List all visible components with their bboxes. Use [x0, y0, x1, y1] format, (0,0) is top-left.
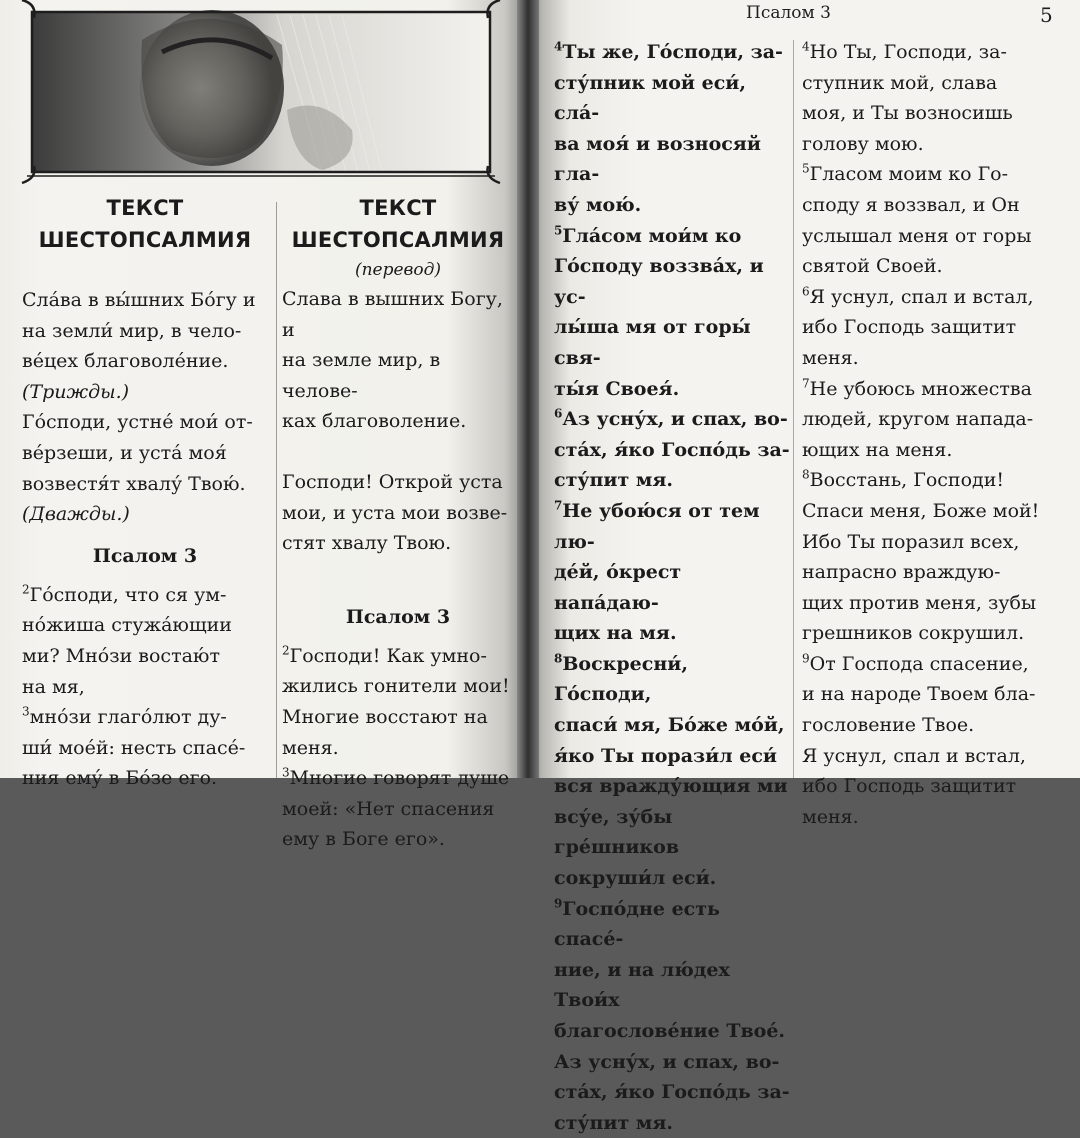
- verse-line: ши́ моéй: несть спасе́-: [22, 736, 246, 759]
- verse-line: $^2$Го́споди, что ся ум-: [22, 582, 227, 606]
- verse-number: 5: [802, 162, 810, 177]
- verse-number: 5: [554, 223, 563, 238]
- verse-line: моя, и Ты возносишь: [802, 102, 1013, 125]
- gloria-line: на земли́ мир, в чело-: [22, 319, 242, 342]
- verse-line: $^9$Госпо́дне есть спасе́-: [554, 896, 720, 951]
- verse-line: $^2$Господи! Как умно-: [282, 643, 487, 667]
- verse-line: голову мою.: [802, 132, 924, 155]
- verse-line: меня.: [282, 736, 339, 759]
- running-head: Псалом 3: [746, 3, 831, 23]
- gloria-line: Сла́ва в вы́шних Бо́гу и: [22, 289, 256, 311]
- book-spine-gutter: [517, 0, 539, 778]
- right-page: [526, 0, 1080, 1134]
- psalm-title: Псалом 3: [92, 544, 198, 567]
- lord-open-lips-line: Го́споди, устне́ мои́ от-: [22, 411, 253, 434]
- verse-line: $^6$Я уснул, спал и встал,: [802, 284, 1034, 308]
- verse-number: 8: [554, 651, 563, 666]
- gloria-line: Слава в вышних Богу, и: [282, 288, 503, 341]
- verse-line: и на народе Твоем бла-: [802, 683, 1036, 706]
- refrain-line: ста́х, я́ко Госпо́дь за-: [554, 1081, 790, 1104]
- verse-line: $^3$Многие говорят душе: [282, 765, 510, 790]
- verse-line: ющих на меня.: [802, 438, 953, 461]
- verse-line: ми? Мно́зи востаю́т: [22, 644, 220, 667]
- verse-line: благослове́ние Твое́.: [554, 1020, 786, 1042]
- verse-line: $^8$Воскресни́, Го́споди,: [554, 651, 688, 706]
- refrain-line: Аз усну́х, и спах, во-: [554, 1050, 780, 1073]
- verse-line: ста́х, я́ко Госпо́дь за-: [554, 438, 790, 461]
- verse-number: 2: [22, 582, 30, 597]
- refrain-line: Я уснул, спал и встал,: [802, 744, 1026, 767]
- verse-line: жились гонители мои!: [282, 675, 510, 698]
- verse-number: 9: [802, 651, 810, 666]
- verse-number: 3: [22, 704, 30, 719]
- translation-column: [282, 192, 514, 855]
- refrain-line: меня.: [802, 805, 859, 828]
- lord-open-lips-line: ве́рзеши, и уста́ моя́: [22, 441, 227, 464]
- verse-line: сту́пник мой еси́, сла́-: [554, 71, 746, 125]
- verse-line: услышал меня от горы: [802, 224, 1032, 247]
- verse-line: Многие восстают на: [282, 705, 488, 728]
- column-divider: [276, 202, 277, 778]
- verse-line: Ибо Ты поразил всех,: [802, 530, 1020, 553]
- verse-number: 9: [554, 896, 563, 911]
- verse-line: ние, и на лю́дех Твои́х: [554, 958, 730, 1012]
- heading-text-line1: ТЕКСТ: [106, 196, 184, 220]
- verse-number: 3: [282, 765, 290, 780]
- verse-line: $^4$Ты же, Го́споди, за-: [554, 39, 783, 63]
- column-divider: [793, 40, 794, 778]
- verse-line: $^9$От Господа спасение,: [802, 651, 1029, 675]
- verse-number: 7: [554, 498, 563, 513]
- lord-open-lips-line: стят хвалу Твою.: [282, 532, 452, 555]
- verse-line: $^5$Гласом моим ко Го-: [802, 162, 1009, 186]
- heading-text-line2: ШЕСТОПСАЛМИЯ: [38, 228, 252, 252]
- left-page: [0, 0, 526, 851]
- verse-line: ступник мой, слава: [802, 71, 998, 94]
- verse-line: $^7$Не убою́ся от тем лю-: [554, 498, 760, 553]
- heading-translation-note: (перевод): [354, 260, 442, 280]
- church-slavonic-column: [22, 192, 268, 794]
- rubric-twice: (Дважды.): [22, 503, 130, 526]
- verse-line: щих на мя.: [554, 622, 677, 645]
- verse-line: де́й, о́крест напа́даю-: [554, 561, 682, 614]
- verse-line: на мя,: [22, 675, 85, 698]
- verse-line: грешников сокрушил.: [802, 622, 1025, 645]
- lord-open-lips-line: мои, и уста мои возве-: [282, 501, 508, 524]
- verse-line: спаси́ мя, Бо́же мо́й,: [554, 714, 785, 737]
- verse-line: ву́ мою́.: [554, 193, 642, 216]
- heading-text-line1: ТЕКСТ: [359, 196, 437, 220]
- verse-line: ибо Господь защитит: [802, 316, 1017, 339]
- gloria-line: на земле мир, в челове-: [282, 349, 441, 402]
- verse-line: но́жиша стужа́ющии: [22, 614, 232, 637]
- verse-number: 4: [802, 39, 810, 54]
- verse-number: 7: [802, 376, 810, 391]
- verse-line: $^5$Гла́сом мои́м ко: [554, 223, 742, 247]
- verse-line: ва моя́ и возносяй гла-: [554, 132, 761, 186]
- verse-line: Спаси меня, Боже мой!: [802, 499, 1040, 522]
- rubric-thrice: (Трижды.): [22, 380, 130, 403]
- verse-line: моей: «Нет спасения: [282, 797, 495, 820]
- verse-line: споду я воззвал, и Он: [802, 193, 1020, 216]
- page-number: 5: [1040, 3, 1053, 27]
- verse-line: гословение Твое.: [802, 714, 975, 737]
- psalm-title: Псалом 3: [345, 605, 451, 628]
- verse-line: ния ему́ в Бо́зе его.: [22, 767, 218, 790]
- verse-line: меня.: [802, 346, 859, 369]
- verse-line: людей, кругом напада-: [802, 408, 1034, 431]
- church-slavonic-column: [554, 37, 790, 1138]
- verse-line: ему в Боге его».: [282, 828, 445, 851]
- verse-line: Го́споду воззва́х, и ус-: [554, 255, 764, 308]
- translation-column: [802, 37, 1056, 832]
- verse-line: напрасно враждую-: [802, 561, 1001, 584]
- refrain-line: сту́пит мя.: [554, 1111, 674, 1134]
- verse-line: святой Своей.: [802, 255, 943, 278]
- verse-line: сокруши́л еси́.: [554, 867, 717, 890]
- verse-line: ты́я Своея́.: [554, 377, 680, 400]
- gloria-line: ве́цех благоволе́ние.: [22, 350, 229, 373]
- verse-line: я́ко Ты порази́л еси́: [554, 744, 777, 767]
- heading-text-line2: ШЕСТОПСАЛМИЯ: [291, 228, 505, 252]
- verse-line: сту́пит мя.: [554, 469, 674, 492]
- gloria-line: ках благоволение.: [282, 410, 467, 433]
- verse-line: $^4$Но Ты, Господи, за-: [802, 39, 1007, 63]
- verse-number: 8: [802, 467, 810, 482]
- verse-line: $^7$Не убоюсь множества: [802, 376, 1032, 400]
- verse-number: 4: [554, 39, 563, 54]
- verse-number: 6: [554, 406, 563, 421]
- verse-line: $^3$мно́зи глаго́лют ду-: [22, 704, 227, 729]
- verse-line: $^6$Аз усну́х, и спах, во-: [554, 406, 788, 431]
- refrain-line: ибо Господь защитит: [802, 775, 1017, 798]
- verse-line: $^8$Восстань, Господи!: [802, 467, 1005, 492]
- lord-open-lips-line: Господи! Открой уста: [282, 470, 503, 493]
- lord-open-lips-line: возвестя́т хвалу́ Твою́.: [22, 472, 246, 495]
- verse-number: 2: [282, 643, 290, 658]
- king-david-harp-illustration: [22, 0, 500, 183]
- verse-line: щих против меня, зубы: [802, 591, 1037, 614]
- verse-line: всу́е, зу́бы гре́шников: [554, 805, 680, 859]
- verse-line: лы́ша мя от горы́ свя-: [554, 316, 751, 369]
- verse-number: 6: [802, 284, 810, 299]
- verse-line: вся вражду́ющия ми: [554, 775, 788, 798]
